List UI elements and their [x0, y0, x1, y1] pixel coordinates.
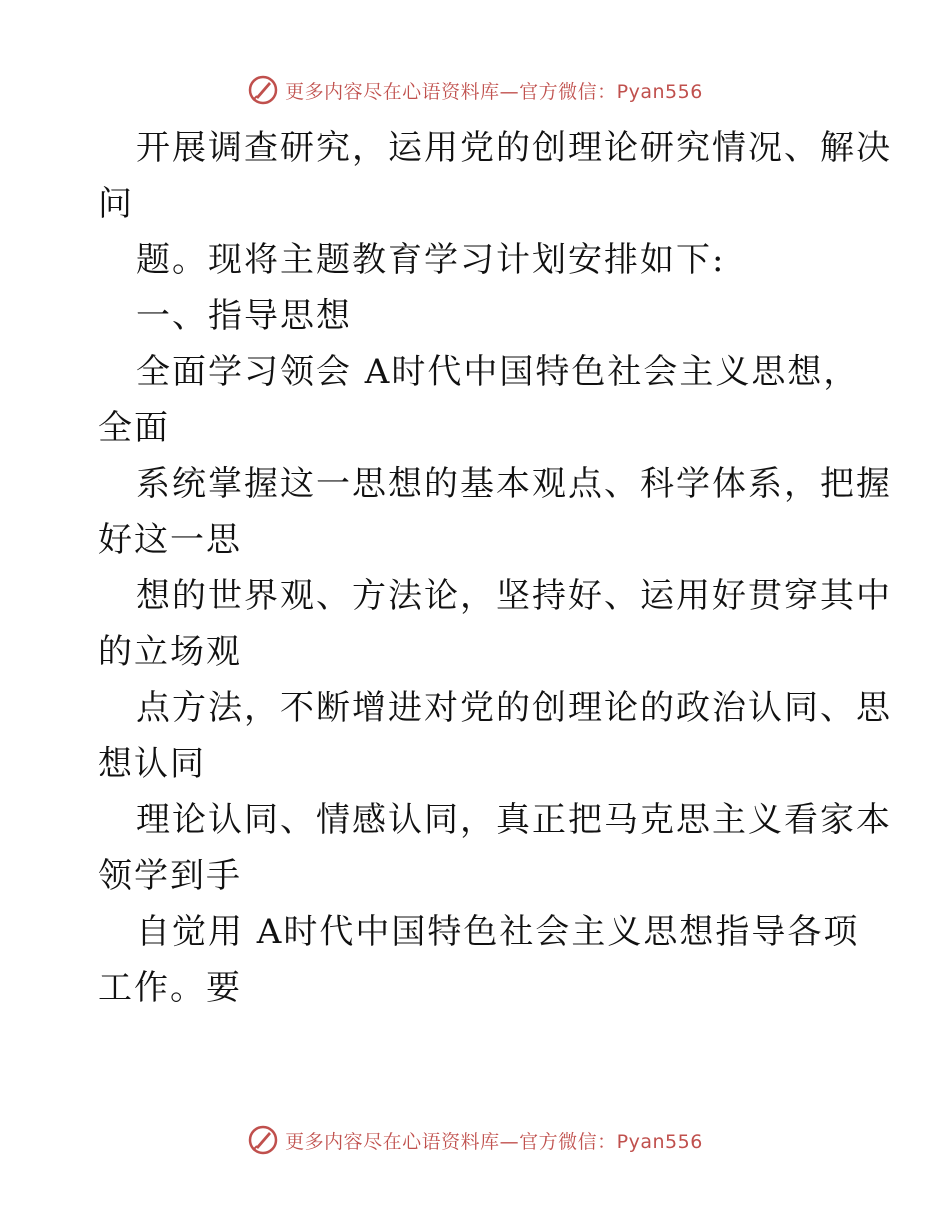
- header-watermark: [0, 74, 950, 106]
- footer-watermark: [0, 1124, 950, 1156]
- watermark-text: 更多内容尽在心语资料库—官方微信：Pyan556: [285, 80, 703, 103]
- text-line: 开展调查研究，运用党的创理论研究情况、解决: [136, 128, 892, 168]
- text-line: 问: [98, 184, 134, 224]
- quill-pen-logo-icon: [247, 1124, 279, 1156]
- document-body: [98, 120, 892, 1016]
- text-line: 想的世界观、方法论，坚持好、运用好贯穿其中: [136, 576, 892, 616]
- watermark-text: 更多内容尽在心语资料库—官方微信：Pyan556: [285, 1130, 703, 1153]
- text-line: 领学到手: [98, 856, 242, 896]
- text-line: 点方法，不断增进对党的创理论的政治认同、思: [136, 688, 892, 728]
- quill-pen-logo-icon: [247, 74, 279, 106]
- text-line: 全面: [98, 408, 170, 448]
- text-line: 题。现将主题教育学习计划安排如下:: [136, 240, 726, 280]
- text-line: 系统掌握这一思想的基本观点、科学体系，把握: [136, 464, 892, 504]
- text-line: 的立场观: [98, 632, 242, 672]
- text-line: 自觉用 A时代中国特色社会主义思想指导各项: [136, 912, 860, 952]
- text-line: 理论认同、情感认同，真正把马克思主义看家本: [136, 800, 892, 840]
- text-line: 全面学习领会 A时代中国特色社会主义思想，: [136, 352, 860, 392]
- text-line: 想认同: [98, 744, 206, 784]
- text-line: 工作。要: [98, 968, 242, 1008]
- text-line: 好这一思: [98, 520, 242, 560]
- text-line: 一、指导思想: [136, 296, 352, 336]
